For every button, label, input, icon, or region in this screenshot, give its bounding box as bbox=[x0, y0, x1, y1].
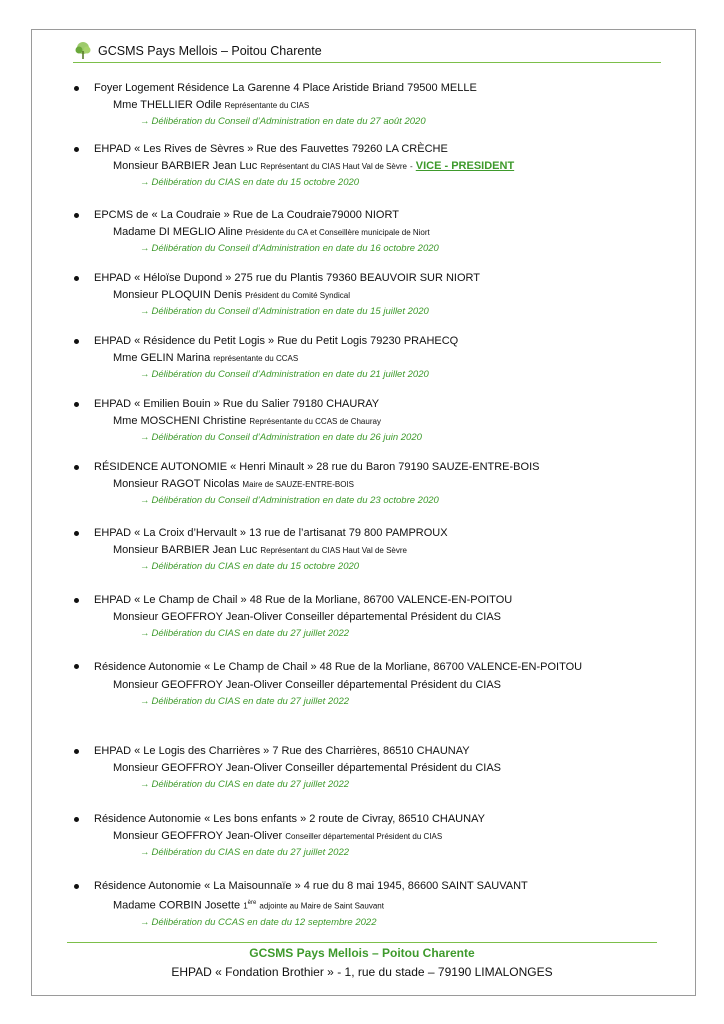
representative-name: Monsieur BARBIER Jean Luc bbox=[113, 160, 258, 172]
list-item bbox=[74, 142, 664, 189]
list-item bbox=[74, 334, 664, 381]
representative-role: Représentante du CIAS bbox=[224, 101, 310, 110]
representative-role: Représentant du CIAS Haut Val de Sèvre bbox=[260, 546, 407, 555]
arrow-icon: → bbox=[140, 696, 150, 707]
representative-name: Madame CORBIN Josette bbox=[113, 899, 241, 912]
page-header bbox=[73, 40, 661, 62]
list-item bbox=[74, 526, 664, 573]
establishment: EPCMS de « La Coudraie » Rue de La Coudraie79000 NIORT bbox=[94, 209, 399, 221]
bullet-icon bbox=[74, 402, 79, 407]
deliberation: Délibération du CIAS en date du 27 juillet 2022 bbox=[151, 847, 350, 858]
establishment: EHPAD « Le Logis des Charrières » 7 Rue des Charrières, 86510 CHAUNAY bbox=[94, 745, 470, 757]
list-item bbox=[74, 659, 664, 708]
footer-rule bbox=[67, 942, 657, 943]
establishment: EHPAD « La Croix d’Hervault » 13 rue de l’artisanat 79 800 PAMPROUX bbox=[94, 527, 448, 539]
arrow-icon: → bbox=[140, 177, 150, 188]
representative-name: Monsieur GEOFFROY Jean-Oliver Conseiller départemental Président du CIAS bbox=[113, 762, 502, 774]
establishment: Foyer Logement Résidence La Garenne 4 Place Aristide Briand 79500 MELLE bbox=[94, 82, 477, 94]
header-rule bbox=[73, 62, 661, 63]
bullet-icon bbox=[74, 664, 79, 669]
establishment: Résidence Autonomie « Les bons enfants » 2 route de Civray, 86510 CHAUNAY bbox=[94, 813, 485, 825]
list-item bbox=[74, 812, 664, 859]
representative-name: Monsieur BARBIER Jean Luc bbox=[113, 544, 258, 556]
representative-role: Conseiller départemental Président du CIAS bbox=[285, 832, 443, 841]
tree-logo-icon bbox=[73, 41, 93, 61]
deliberation: Délibération du Conseil d’Administration en date du 23 octobre 2020 bbox=[151, 495, 439, 506]
list-item bbox=[74, 460, 664, 507]
deliberation: Délibération du Conseil d’Administration en date du 26 juin 2020 bbox=[151, 432, 422, 443]
bullet-icon bbox=[74, 86, 79, 91]
representative-role: adjointe au Maire de Saint Sauvant bbox=[259, 901, 384, 911]
deliberation: Délibération du Conseil d’Administration en date du 21 juillet 2020 bbox=[151, 369, 429, 380]
establishment: Résidence Autonomie « Le Champ de Chail » 48 Rue de la Morliane, 86700 VALENCE-EN-POITOU bbox=[94, 661, 583, 673]
arrow-icon: → bbox=[140, 916, 150, 928]
deliberation: Délibération du CIAS en date du 27 juillet 2022 bbox=[151, 779, 350, 790]
representative-role: Représentant du CIAS Haut Val de Sèvre bbox=[260, 162, 407, 171]
establishment: EHPAD « Emilien Bouin » Rue du Salier 79180 CHAURAY bbox=[94, 398, 380, 410]
bullet-icon bbox=[74, 598, 79, 603]
bullet-icon bbox=[74, 884, 79, 889]
vice-president-badge: VICE - PRESIDENT bbox=[415, 160, 515, 172]
list-item bbox=[74, 593, 664, 640]
representative-name: Mme THELLIER Odile bbox=[113, 99, 222, 111]
list-item bbox=[74, 879, 664, 929]
footer-address: EHPAD « Fondation Brothier » - 1, rue du stade – 79190 LIMALONGES bbox=[171, 965, 553, 979]
establishment: EHPAD « Héloïse Dupond » 275 rue du Plantis 79360 BEAUVOIR SUR NIORT bbox=[94, 272, 481, 284]
representative-role: Présidente du CA et Conseillère municipale de Niort bbox=[245, 228, 430, 237]
footer-org: GCSMS Pays Mellois – Poitou Charente bbox=[249, 946, 475, 960]
arrow-icon: → bbox=[140, 628, 150, 639]
representative-name: Monsieur GEOFFROY Jean-Oliver bbox=[113, 830, 283, 842]
bullet-icon bbox=[74, 465, 79, 470]
representative-name: Monsieur GEOFFROY Jean-Oliver Conseiller départemental Président du CIAS bbox=[113, 611, 502, 623]
header-title: GCSMS Pays Mellois – Poitou Charente bbox=[98, 44, 322, 58]
arrow-icon: → bbox=[140, 306, 150, 317]
bullet-icon bbox=[74, 276, 79, 281]
bullet-icon bbox=[74, 817, 79, 822]
list-item bbox=[74, 271, 664, 318]
arrow-icon: → bbox=[140, 116, 150, 127]
representative-role: Représentante du CCAS de Chauray bbox=[249, 417, 381, 426]
list-item bbox=[74, 81, 664, 128]
representative-name: Mme GELIN Marina bbox=[113, 352, 211, 364]
representative-role: Président du Comité Syndical bbox=[245, 291, 351, 300]
list-item bbox=[74, 208, 664, 255]
establishment: EHPAD « Résidence du Petit Logis » Rue du Petit Logis 79230 PRAHECQ bbox=[94, 335, 459, 347]
deliberation: Délibération du Conseil d’Administration en date du 27 août 2020 bbox=[151, 116, 426, 127]
deliberation: Délibération du Conseil d’Administration en date du 16 octobre 2020 bbox=[151, 243, 439, 254]
establishment: RÉSIDENCE AUTONOMIE « Henri Minault » 28 rue du Baron 79190 SAUZE-ENTRE-BOIS bbox=[94, 461, 540, 473]
separator: - bbox=[410, 162, 413, 171]
bullet-icon bbox=[74, 147, 79, 152]
representative-name: Mme MOSCHENI Christine bbox=[113, 415, 247, 427]
deliberation: Délibération du CIAS en date du 27 juillet 2022 bbox=[151, 628, 350, 639]
deliberation: Délibération du CIAS en date du 27 juillet 2022 bbox=[151, 696, 350, 707]
arrow-icon: → bbox=[140, 369, 150, 380]
establishment: EHPAD « Les Rives de Sèvres » Rue des Fauvettes 79260 LA CRÈCHE bbox=[94, 143, 448, 155]
representative-name: Madame DI MEGLIO Aline bbox=[113, 226, 243, 238]
deliberation: Délibération du CIAS en date du 15 octobre 2020 bbox=[151, 561, 360, 572]
deliberation: Délibération du Conseil d’Administration en date du 15 juillet 2020 bbox=[151, 306, 429, 317]
bullet-icon bbox=[74, 531, 79, 536]
arrow-icon: → bbox=[140, 847, 150, 858]
bullet-icon bbox=[74, 213, 79, 218]
arrow-icon: → bbox=[140, 779, 150, 790]
representative-name: Monsieur RAGOT Nicolas bbox=[113, 478, 240, 490]
arrow-icon: → bbox=[140, 432, 150, 443]
arrow-icon: → bbox=[140, 495, 150, 506]
deliberation: Délibération du CIAS en date du 15 octobre 2020 bbox=[151, 177, 360, 188]
representative-name: Monsieur PLOQUIN Denis bbox=[113, 289, 242, 301]
representative-role: Maire de SAUZE-ENTRE-BOIS bbox=[242, 480, 354, 489]
arrow-icon: → bbox=[140, 243, 150, 254]
representative-name: Monsieur GEOFFROY Jean-Oliver Conseiller départemental Président du CIAS bbox=[113, 679, 502, 691]
arrow-icon: → bbox=[140, 561, 150, 572]
establishment: Résidence Autonomie « La Maisounnaïe » 4 rue du 8 mai 1945, 86600 SAINT SAUVANT bbox=[94, 880, 528, 892]
representative-role-suffix: ère bbox=[247, 900, 257, 906]
bullet-icon bbox=[74, 749, 79, 754]
establishment: EHPAD « Le Champ de Chail » 48 Rue de la Morliane, 86700 VALENCE-EN-POITOU bbox=[94, 594, 513, 606]
bullet-icon bbox=[74, 339, 79, 344]
representative-role: représentante du CCAS bbox=[213, 354, 299, 363]
representative-role-number: 1 bbox=[243, 901, 248, 911]
list-item bbox=[74, 744, 664, 791]
deliberation: Délibération du CCAS en date du 12 septembre 2022 bbox=[151, 916, 377, 928]
list-item bbox=[74, 397, 664, 444]
